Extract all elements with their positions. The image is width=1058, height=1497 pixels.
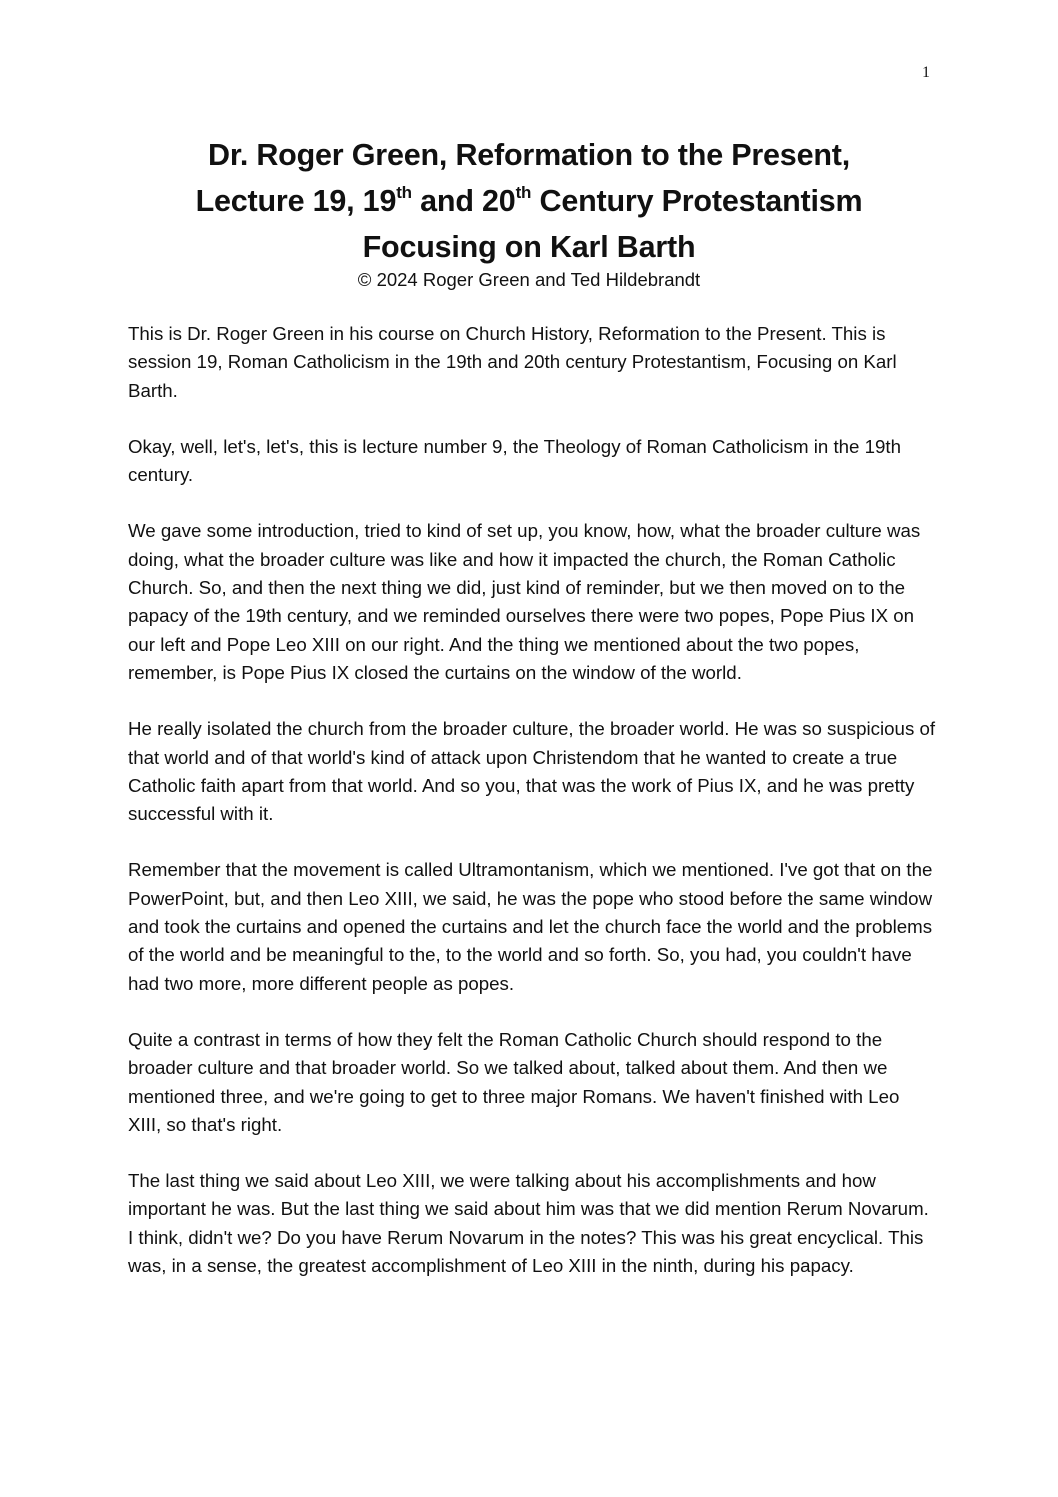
title-line-2-part-c: Century Protestantism — [531, 184, 863, 218]
title-line-2-part-b: and 20 — [411, 184, 516, 218]
title-line-2 — [100, 178, 958, 224]
document-title — [100, 132, 958, 270]
paragraph: Okay, well, let's, let's, this is lecture number 9, the Theology of Roman Catholicism in the 19th century. — [128, 435, 901, 486]
title-line-2-part-a: Lecture 19, 19 — [195, 184, 397, 218]
paragraph: Quite a contrast in terms of how they felt the Roman Catholic Church should respond to the broader culture and that broader world. So we talked about, talked about them. And then we mentioned three, and we're going to get to three major Romans. We haven't finished with Leo XIII, so that's right. — [128, 1028, 900, 1135]
paragraph: We gave some introduction, tried to kind of set up, you know, how, what the broader culture was doing, what the broader culture was like and how it impacted the church, the Roman Catholic Church. So, and then the next thing we did, just kind of reminder, but we then moved on to the papacy of the 19th century, and we reminded ourselves there were two popes, Pope Pius IX on our left and Pope Leo XIII on our right. And the thing we mentioned about the two popes, remember, is Pope Pius IX closed the curtains on the window of the world. — [128, 520, 921, 683]
title-superscript-2: th — [515, 182, 532, 202]
title-line-3: Focusing on Karl Barth — [362, 230, 696, 264]
transcript-body — [128, 320, 936, 1308]
title-superscript-1: th — [396, 182, 412, 202]
copyright-notice: © 2024 Roger Green and Ted Hildebrandt — [357, 269, 701, 290]
paragraph: The last thing we said about Leo XIII, we were talking about his accomplishments and how important he was. But the last thing we said about him was that we did mention Rerum Novarum. I think, didn't we? Do you have Rerum Novarum in the notes? This was his great encyclical. This was, in a sense, the greatest accomplishment of Leo XIII in the ninth, during his papacy. — [128, 1170, 929, 1277]
page-number: 1 — [922, 64, 930, 81]
paragraph: Remember that the movement is called Ultramontanism, which we mentioned. I've got that on the PowerPoint, but, and then Leo XIII, we said, he was the pope who stood before the same window and took the curtains and opened the curtains and let the church face the world and the problems of the world and be meaningful to the, to the world and so forth. So, you had, you couldn't have had two more, more different people as popes. — [128, 859, 933, 994]
title-line-1: Dr. Roger Green, Reformation to the Present, — [208, 138, 850, 172]
paragraph: He really isolated the church from the broader culture, the broader world. He was so suspicious of that world and of that world's kind of attack upon Christendom that he wanted to create a true Catholic faith apart from that world. And so you, that was the work of Pius IX, and he was pretty successful with it. — [128, 718, 936, 825]
paragraph: This is Dr. Roger Green in his course on Church History, Reformation to the Present. This is session 19, Roman Catholicism in the 19th and 20th century Protestantism, Focusing on Karl Barth. — [128, 323, 897, 401]
